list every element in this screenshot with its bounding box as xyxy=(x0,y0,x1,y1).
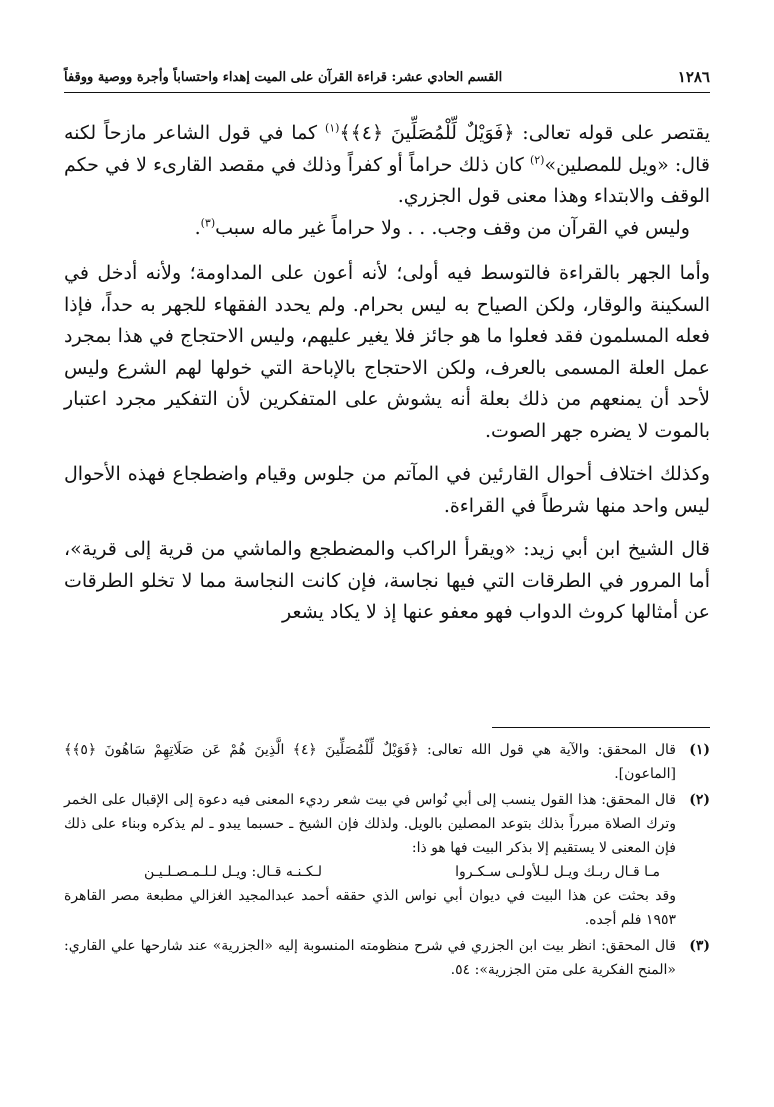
poem-line xyxy=(64,860,676,884)
running-title: القسم الحادي عشر: قراءة القرآن على الميت إهداء واحتساباً وأجرة ووصية ووقفاً xyxy=(64,69,503,85)
footnote-ref-3: (٣) xyxy=(200,216,216,230)
verse-end: . xyxy=(194,216,201,239)
footnote-text-after: وقد بحثت عن هذا البيت في ديوان أبي نواس الذي حققه أحمد عبدالمجيد الغزالي مطبعة مصر القاهرة ١٩٥٣ فلم أجده. xyxy=(64,888,676,928)
main-text xyxy=(64,118,710,629)
footnote-3 xyxy=(64,934,710,982)
footnotes xyxy=(64,738,710,984)
paragraph-3: وكذلك اختلاف أحوال القارئين في المآتم من جلوس وقيام واضطجاع فهذه الأحوال ليس واحد منها شرطاً في القراءة. xyxy=(64,463,710,517)
running-header xyxy=(64,62,710,93)
paragraph-1-part: كما في قول الشاعر مازحاً لكنه قال: «ويل للمصلين» xyxy=(64,122,710,176)
page-number: ١٢٨٦ xyxy=(677,68,710,86)
paragraph-1 xyxy=(64,118,710,213)
footnote-number: (٣) xyxy=(689,938,710,954)
poem-second-hemistich: لـكـنـه قـال: ويـل لـلـمـصـلـيـن xyxy=(144,864,322,880)
footnote-number: (١) xyxy=(689,742,710,758)
paragraph-1-part: يقتصر على قوله تعالى: ﴿فَوَيْلٌ لِّلْمُصَلِّينَ ﴿٤﴾﴾ xyxy=(339,122,710,144)
paragraph-2: وأما الجهر بالقراءة فالتوسط فيه أولى؛ لأنه أعون على المداومة؛ ولأنه أدخل في السكينة والوقار، ولكن الصياح به ليس بحرام. ولم يحدد الفقهاء للجهر به حداً، فإذا فعله المسلمون فقد فعلوا ما هو جائز فلا يغير عليهم، وليس الاحتجاج في هذا بمجرد عمل العلة المسمى بالعرف، ولكن الاحتجاج بالإباحة التي خولها لهم الشرع وليس لأحد أن يمنعهم من ذلك بعلة أنه يشوش على المتفكرين لأن التفكير مجرد اعتبار بالموت لا يضره جهر الصوت. xyxy=(64,262,710,442)
verse-text: وليس في القرآن من وقف وجب. . . ولا حراماً غير ماله سبب xyxy=(215,216,690,239)
footnote-text: قال المحقق: هذا القول ينسب إلى أبي نُواس في بيت شعر رديء المعنى فيه دعوة إلى الإقبال على الخمر وترك الصلاة مبرراً بذلك بتوعد المصلين بالويل. ولذلك فإن الشيخ ـ حسبما يبدو ـ لم يذكره وبناء على ذلك فإن المعنى لا يستقيم إلا بذكر البيت فها هو ذا: xyxy=(64,792,676,856)
verse-line xyxy=(64,213,710,245)
paragraph-4: قال الشيخ ابن أبي زيد: «ويقرأ الراكب والمضطجع والماشي من قرية إلى قرية»، أما المرور في الطرقات التي فيها نجاسة، فإن كانت النجاسة مما لا تخلو الطرقات عن أمثالها كروث الدواب فهو معفو عنها إذ لا يكاد يشعر xyxy=(64,538,710,623)
footnote-separator xyxy=(492,727,710,728)
footnote-ref-2: (٢) xyxy=(529,153,545,167)
poem-first-hemistich: مـا قـال ربـك ويـل لـلأولـى سـكـروا xyxy=(455,864,660,880)
footnote-text: قال المحقق: انظر بيت ابن الجزري في شرح منظومته المنسوبة إليه «الجزرية» عند شارحها علي القاري: «المنح الفكرية على متن الجزرية»: ٥٤. xyxy=(64,938,676,978)
paragraph-1-part: كان ذلك حراماً أو كفراً وذلك في مقصد القارىء لا في حكم الوقف والابتداء وهذا معنى قول الجزري. xyxy=(64,153,710,207)
footnote-number: (٢) xyxy=(689,792,710,808)
footnote-1 xyxy=(64,738,710,786)
footnote-body xyxy=(64,788,676,932)
footnote-ref-1: (١) xyxy=(324,121,340,135)
footnote-text: قال المحقق: والآية هي قول الله تعالى: ﴿فَوَيْلٌ لِّلْمُصَلِّينَ ﴿٤﴾ الَّذِينَ هُمْ عَن صَلَاتِهِمْ سَاهُونَ ﴿٥﴾﴾ [الماعون]. xyxy=(64,742,676,782)
footnote-2 xyxy=(64,788,710,932)
